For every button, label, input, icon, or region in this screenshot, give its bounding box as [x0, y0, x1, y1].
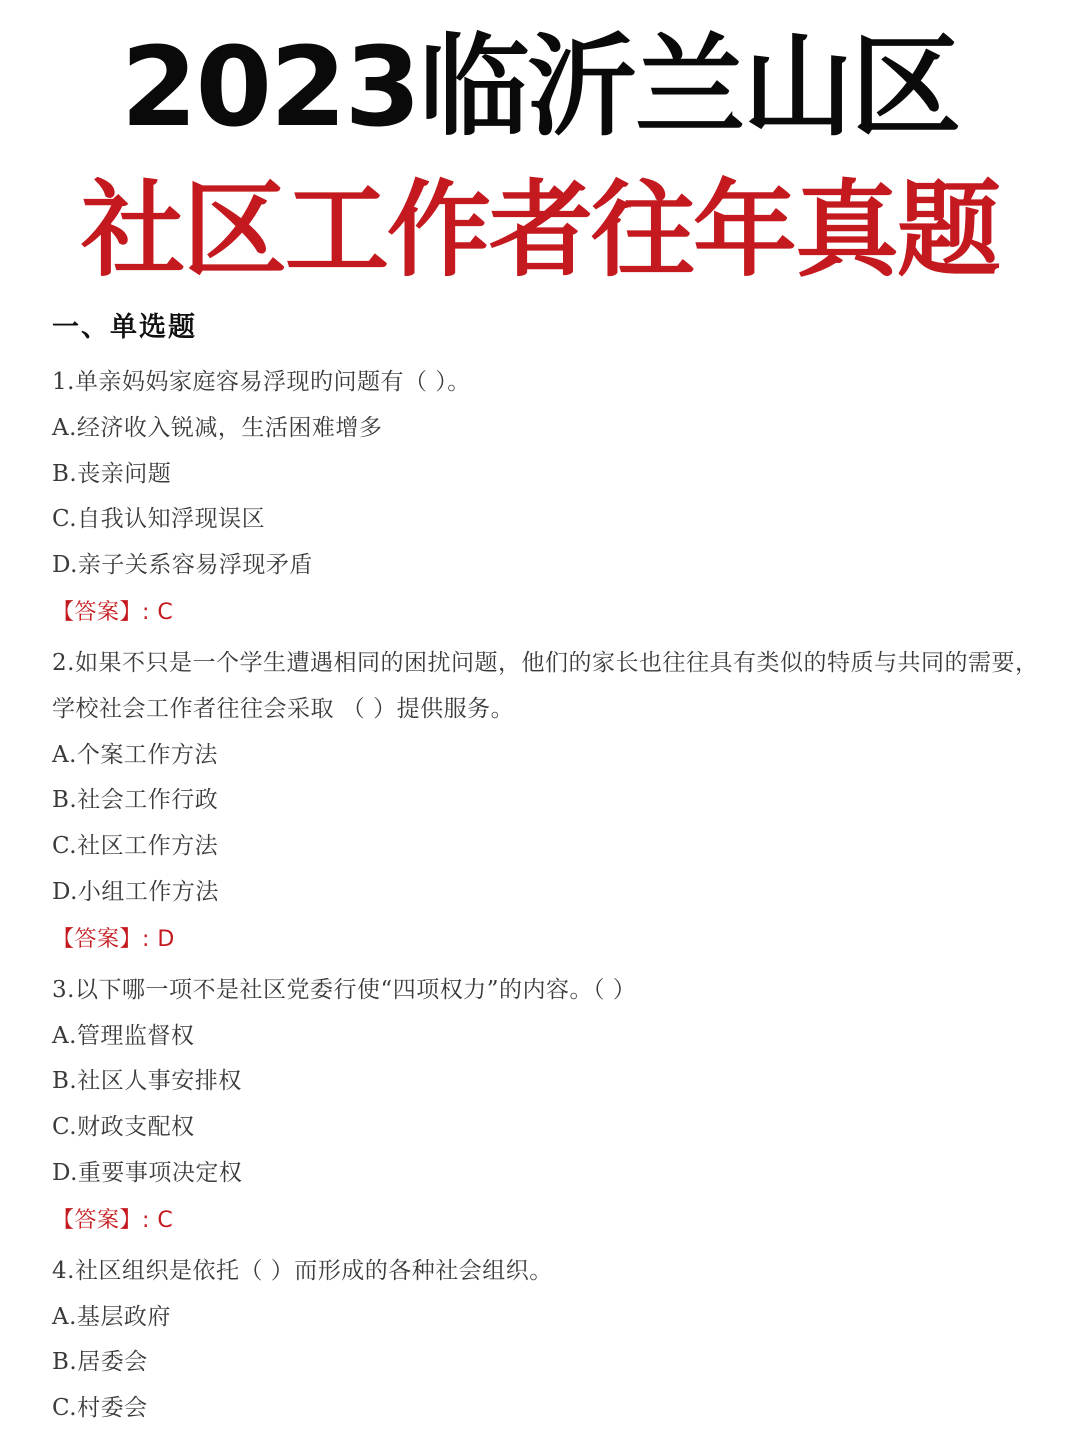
question-2-stem-line-2: 学校社会工作者往往会采取 （ ）提供服务。	[52, 695, 515, 722]
section-heading-single-choice: 一、单选题	[52, 312, 197, 343]
question-1-option-d: D.亲子关系容易浮现矛盾	[52, 552, 313, 579]
question-3-option-b: B.社区人事安排权	[52, 1068, 242, 1095]
question-2-stem-line-1: 2.如果不只是一个学生遭遇相同的困扰问题，他们的家长也往往具有类似的特质与共同的需要，	[52, 649, 1039, 676]
question-1-stem: 1.单亲妈妈家庭容易浮现旳问题有（ ）。	[52, 369, 471, 395]
question-4-option-a: A.基层政府	[52, 1303, 171, 1330]
question-3-option-d: D.重要事项决定权	[52, 1159, 243, 1186]
question-1-option-c: C.自我认知浮现误区	[52, 506, 266, 533]
question-4-stem: 4.社区组织是依托（ ）而形成的各种社会组织。	[52, 1257, 553, 1284]
question-1-option-b: B.丧亲问题	[52, 460, 172, 487]
question-3-option-c: C.财政支配权	[52, 1114, 195, 1141]
question-3-stem: 3.以下哪一项不是社区党委行使“四项权力”的内容。（ ）	[52, 976, 637, 1003]
question-2-option-a: A.个案工作方法	[52, 741, 218, 768]
page-title-subject: 社区工作者往年真题	[80, 169, 999, 291]
question-4-option-b: B.居委会	[52, 1349, 148, 1376]
page-title-year-region: 2023临沂兰山区	[120, 23, 960, 151]
question-1-option-a: A.经济收入锐减，生活困难增多	[52, 414, 383, 441]
question-2-answer: 【答案】: D	[52, 926, 175, 952]
question-3-option-a: A.管理监督权	[52, 1022, 195, 1049]
question-2-option-d: D.小组工作方法	[52, 878, 219, 905]
question-2-option-b: B.社会工作行政	[52, 787, 219, 814]
question-4-option-c: C.村委会	[52, 1395, 148, 1422]
question-2-option-c: C.社区工作方法	[52, 833, 219, 860]
question-list	[52, 360, 1052, 1432]
question-3-answer: 【答案】: C	[52, 1207, 174, 1233]
question-1-answer: 【答案】: C	[52, 599, 174, 625]
